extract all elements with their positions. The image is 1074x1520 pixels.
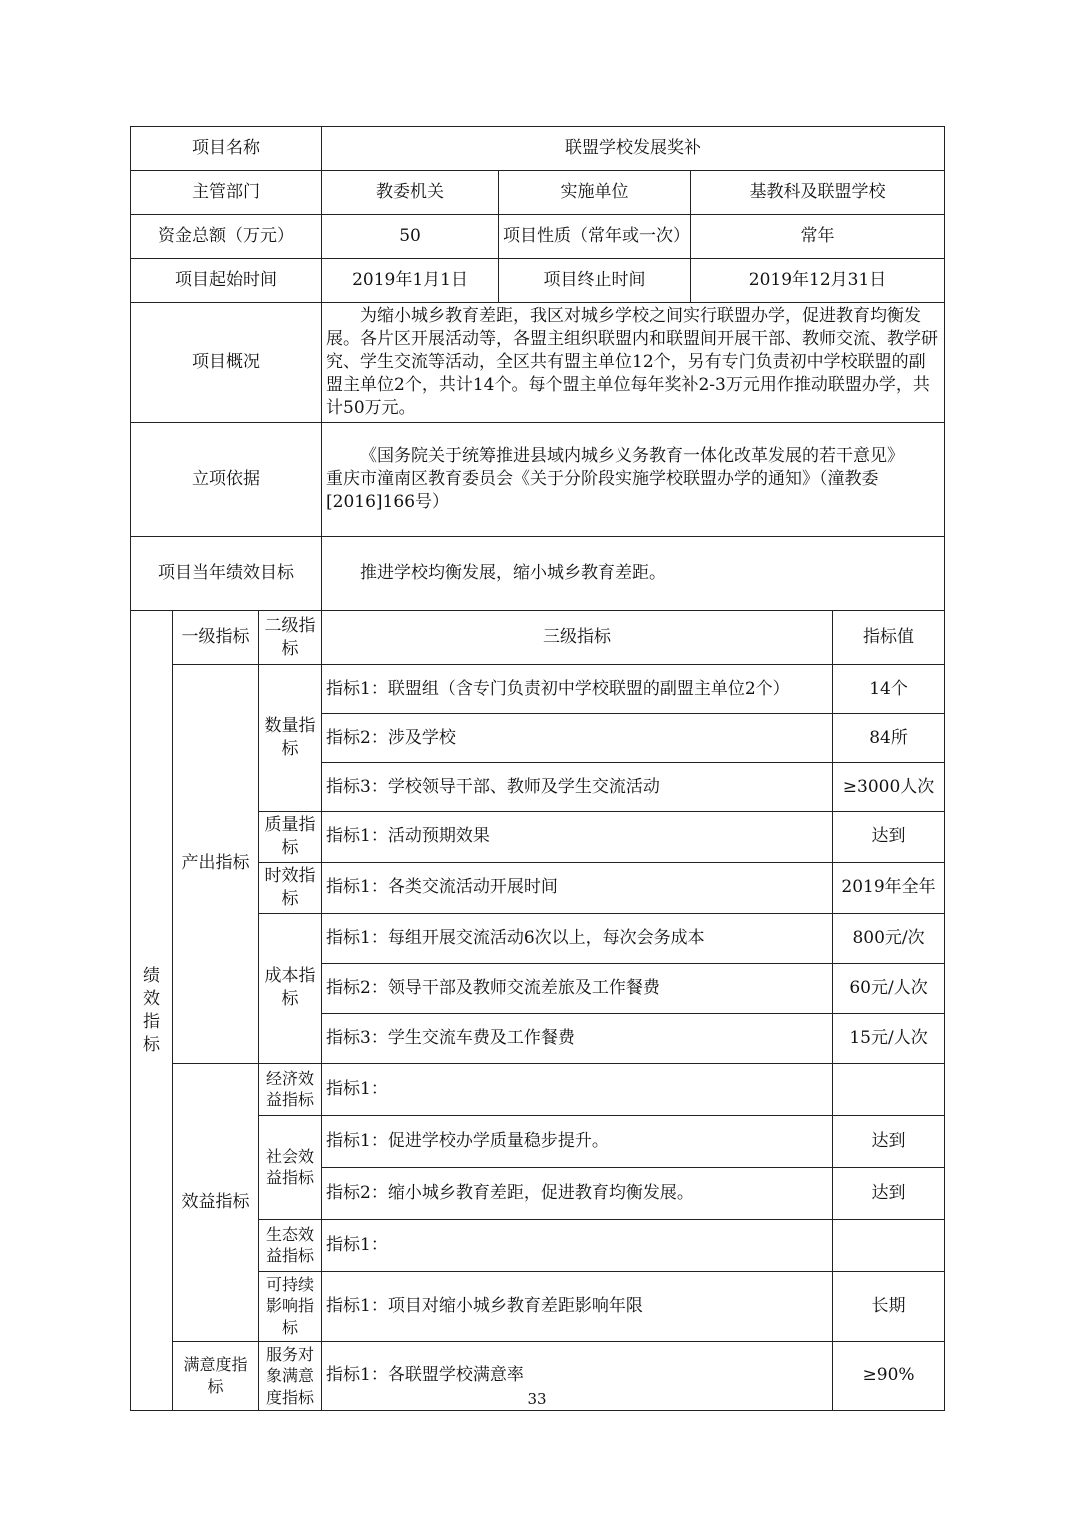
impl-value: 基教科及联盟学校 (691, 171, 945, 215)
start-value: 2019年1月1日 (322, 259, 499, 303)
page-number: 33 (527, 1390, 547, 1408)
indicator-text: 指标2：缩小城乡教育差距，促进教育均衡发展。 (322, 1167, 833, 1219)
indicator-text: 指标1： (322, 1219, 833, 1271)
ecological-benefit-label: 生态效益指标 (259, 1219, 322, 1271)
col-value: 指标值 (833, 611, 945, 665)
goal-label: 项目当年绩效目标 (131, 537, 322, 611)
indicator-text: 指标1：各联盟学校满意率 (322, 1341, 833, 1411)
indicator-value: 60元/人次 (833, 963, 945, 1013)
col-level2: 二级指标 (259, 611, 322, 665)
start-label: 项目起始时间 (131, 259, 322, 303)
indicator-value: 800元/次 (833, 913, 945, 963)
col-level3: 三级指标 (322, 611, 833, 665)
indicator-text: 指标1：促进学校办学质量稳步提升。 (322, 1115, 833, 1167)
fund-label: 资金总额（万元） (131, 215, 322, 259)
basis-line-1: 《国务院关于统筹推进县域内城乡义务教育一体化改革发展的若干意见》 (360, 445, 905, 466)
indicator-value: 2019年全年 (833, 862, 945, 913)
indicator-text: 指标1：联盟组（含专门负责初中学校联盟的副盟主单位2个） (322, 665, 833, 714)
overview-label: 项目概况 (131, 303, 322, 423)
indicator-text: 指标1： (322, 1063, 833, 1115)
performance-indicators-label: 绩效指标 (131, 611, 173, 1411)
indicator-value: 达到 (833, 1167, 945, 1219)
goal-text: 推进学校均衡发展，缩小城乡教育差距。 (322, 537, 945, 611)
nature-label: 项目性质（常年或一次） (499, 215, 691, 259)
timeliness-indicators-label: 时效指标 (259, 862, 322, 913)
indicator-value: 14个 (833, 665, 945, 714)
impl-label: 实施单位 (499, 171, 691, 215)
sustainable-impact-label: 可持续影响指标 (259, 1271, 322, 1341)
col-level1: 一级指标 (173, 611, 259, 665)
indicator-value: 达到 (833, 812, 945, 863)
indicator-text: 指标3：学校领导干部、教师及学生交流活动 (322, 763, 833, 812)
indicator-text: 指标1：各类交流活动开展时间 (322, 862, 833, 913)
basis-label: 立项依据 (131, 423, 322, 537)
project-name-value: 联盟学校发展奖补 (322, 127, 945, 171)
fund-value: 50 (322, 215, 499, 259)
indicator-text: 指标3：学生交流车费及工作餐费 (322, 1013, 833, 1063)
project-performance-table (130, 126, 945, 1411)
indicator-value: 84所 (833, 714, 945, 763)
indicator-text: 指标1：每组开展交流活动6次以上，每次会务成本 (322, 913, 833, 963)
indicator-value: ≥3000人次 (833, 763, 945, 812)
satisfaction-indicators-label: 满意度指标 (173, 1341, 259, 1411)
quantity-indicators-label: 数量指标 (259, 665, 322, 812)
indicator-value (833, 1063, 945, 1115)
indicator-text: 指标2：涉及学校 (322, 714, 833, 763)
economic-benefit-label: 经济效益指标 (259, 1063, 322, 1115)
indicator-text: 指标1：活动预期效果 (322, 812, 833, 863)
cost-indicators-label: 成本指标 (259, 913, 322, 1063)
output-indicators-label: 产出指标 (173, 665, 259, 1064)
dept-label: 主管部门 (131, 171, 322, 215)
dept-value: 教委机关 (322, 171, 499, 215)
social-benefit-label: 社会效益指标 (259, 1115, 322, 1219)
end-label: 项目终止时间 (499, 259, 691, 303)
end-value: 2019年12月31日 (691, 259, 945, 303)
service-satisfaction-label: 服务对象满意度指标 (259, 1341, 322, 1411)
project-name-label: 项目名称 (131, 127, 322, 171)
indicator-text: 指标1：项目对缩小城乡教育差距影响年限 (322, 1271, 833, 1341)
indicator-value: 15元/人次 (833, 1013, 945, 1063)
basis-cell (322, 423, 945, 537)
indicator-value: 长期 (833, 1271, 945, 1341)
overview-text: 为缩小城乡教育差距，我区对城乡学校之间实行联盟办学，促进教育均衡发展。各片区开展活动等，各盟主组织联盟内和联盟间开展干部、教师交流、教学研究、学生交流等活动，全区共有盟主单位12个，另有专门负责初中学校联盟的副盟主单位2个，共计14个。每个盟主单位每年奖补2-3万元用作推动联盟办学，共计50万元。 (322, 303, 945, 423)
benefit-indicators-label: 效益指标 (173, 1063, 259, 1341)
indicator-value: ≥90% (833, 1341, 945, 1411)
indicator-value: 达到 (833, 1115, 945, 1167)
nature-value: 常年 (691, 215, 945, 259)
indicator-value (833, 1219, 945, 1271)
indicator-text: 指标2：领导干部及教师交流差旅及工作餐费 (322, 963, 833, 1013)
basis-line-2: 重庆市潼南区教育委员会《关于分阶段实施学校联盟办学的通知》（潼教委[2016]166号） (326, 469, 879, 513)
quality-indicators-label: 质量指标 (259, 812, 322, 863)
